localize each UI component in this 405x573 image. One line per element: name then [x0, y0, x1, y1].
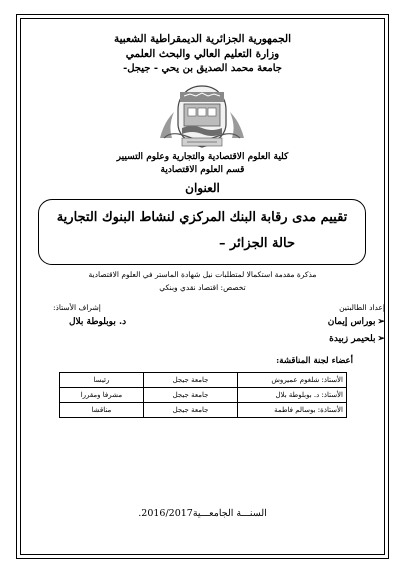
thesis-title-main: تقييم مدى رقابة البنك المركزي لنشاط البنوك التجارية: [56, 210, 348, 225]
students-label: إعداد الطالبتين: [339, 303, 385, 312]
member-role-cell: مشرفا ومقررا: [60, 388, 144, 403]
committee-table: [59, 372, 347, 418]
department-name: قسم العلوم الاقتصادية: [160, 165, 245, 175]
ministry-header: وزارة التعليم العالي والبحث العلمي: [125, 48, 280, 60]
student-name: [329, 334, 385, 344]
republic-header: الجمهورية الجزائرية الديمقراطية الشعبية: [113, 33, 291, 45]
faculty-name: كلية العلوم الاقتصادية والتجارية وعلوم التسيير: [116, 152, 289, 162]
university-header: جامعة محمد الصديق بن يحي - جيجل-: [123, 63, 282, 74]
student-name: [328, 317, 385, 327]
committee-label: أعضاء لجنة المناقشة:: [276, 356, 353, 366]
thesis-title-box: [38, 199, 366, 265]
specialty-note: تخصص: اقتصاد نقدي وبنكي: [159, 283, 246, 292]
check-arrow-icon: ➢: [377, 334, 385, 344]
member-role-cell: مناقشا: [60, 403, 144, 418]
table-row: [60, 403, 347, 418]
academic-year: السنـــة الجامعـــية2016/2017.: [138, 508, 267, 519]
university-logo: [152, 80, 252, 150]
member-university-cell: جامعة جيجل: [143, 403, 237, 418]
student-name-text: بوراس إيمان: [327, 317, 376, 327]
member-name-cell: الأستاذة: بوسالم فاطمة: [238, 403, 347, 418]
student-name-text: بلحيمر زبيدة: [329, 334, 376, 344]
check-arrow-icon: ➢: [377, 317, 385, 327]
member-name-cell: الأستاذ: د. بوبلوطة بلال: [238, 388, 347, 403]
thesis-purpose-note: مذكرة مقدمة استكمالا لمتطلبات نيل شهادة الماستر في العلوم الاقتصادية: [88, 270, 317, 279]
member-name-cell: الأستاذ: شلغوم عميروش: [238, 373, 347, 388]
table-row: [60, 388, 347, 403]
supervisor-name: د. بوبلوطة بلال: [69, 317, 127, 327]
member-role-cell: رئيسا: [60, 373, 144, 388]
table-row: [60, 373, 347, 388]
title-label: العنوان: [185, 181, 220, 195]
member-university-cell: جامعة جيجل: [143, 373, 237, 388]
member-university-cell: جامعة جيجل: [143, 388, 237, 403]
thesis-title-sub: حالة الجزائر –: [218, 236, 295, 251]
supervisor-label: إشراف الأستاذ:: [53, 303, 101, 312]
